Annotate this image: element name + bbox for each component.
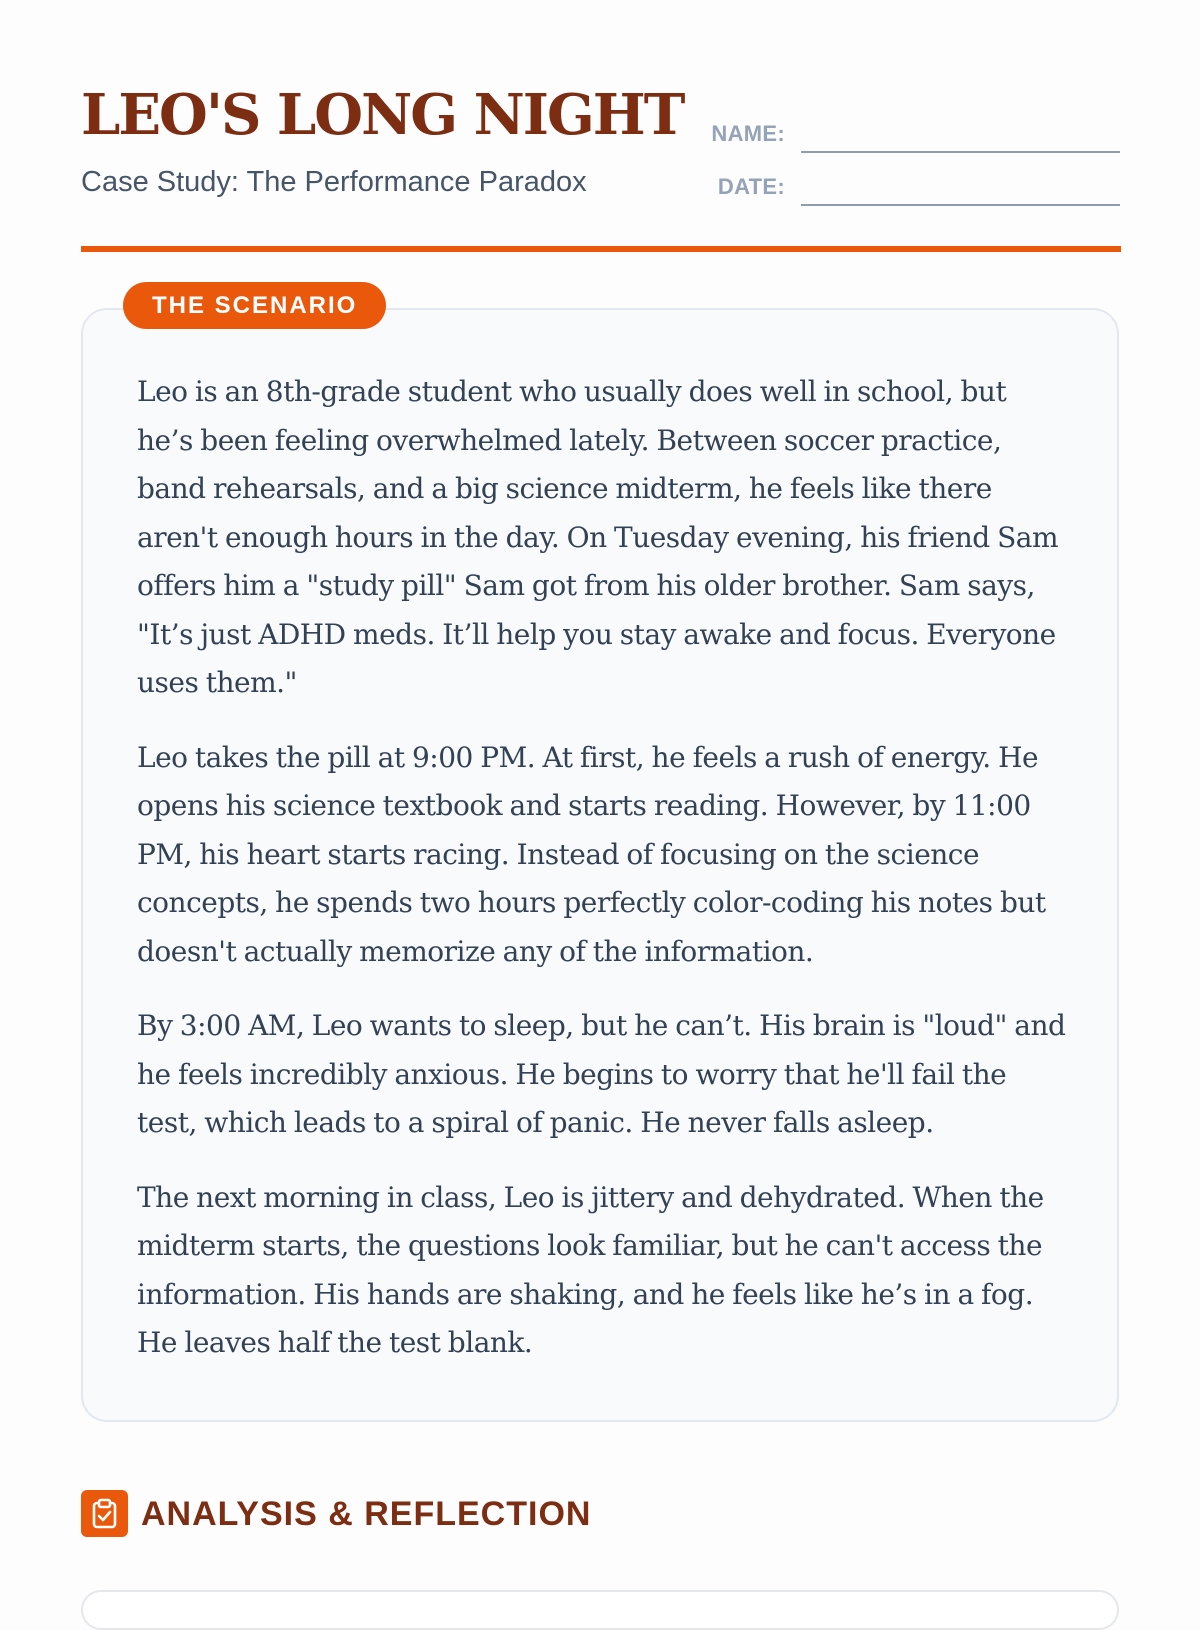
analysis-card	[81, 1590, 1119, 1630]
date-field[interactable]	[681, 165, 1120, 205]
scenario-card	[81, 308, 1119, 1422]
analysis-section-header	[81, 1490, 881, 1538]
page-subtitle: Case Study: The Performance Paradox	[81, 166, 587, 198]
worksheet-header	[81, 82, 1120, 252]
scenario-body	[137, 368, 1067, 1394]
name-label: NAME:	[711, 121, 785, 146]
scenario-paragraph: The next morning in class, Leo is jittery and dehydrated. When the midterm starts, the questions look familiar, but he can't access the information. His hands are shaking, and he feels like he’s in a fog. He leaves half the test blank.	[137, 1180, 1044, 1359]
scenario-paragraph: Leo is an 8th-grade student who usually does well in school, but he’s been feeling overwhelmed lately. Between soccer practice, band rehearsals, and a big science midterm, he feels like there aren't enough hours in the day. On Tuesday evening, his friend Sam offers him a "study pill" Sam got from his older brother. Sam says, "It’s just ADHD meds. It’ll help you stay awake and focus. Everyone uses them."	[137, 375, 1059, 699]
clipboard-icon	[81, 1490, 128, 1537]
analysis-title: ANALYSIS & REFLECTION	[141, 1495, 592, 1533]
scenario-paragraph: Leo takes the pill at 9:00 PM. At first, he feels a rush of energy. He opens his science textbook and starts reading. However, by 11:00 PM, his heart starts racing. Instead of focusing on the science concepts, he spends two hours perfectly color-coding his notes but doesn't actually memorize any of the information.	[137, 740, 1046, 968]
header-divider	[81, 246, 1121, 252]
scenario-badge: THE SCENARIO	[123, 282, 386, 329]
date-label: DATE:	[717, 174, 785, 199]
scenario-paragraph: By 3:00 AM, Leo wants to sleep, but he can’t. His brain is "loud" and he feels incredibly anxious. He begins to worry that he'll fail the test, which leads to a spiral of panic. He never falls asleep.	[137, 1009, 1066, 1139]
name-field[interactable]	[681, 112, 1120, 152]
date-input-line[interactable]	[801, 204, 1120, 206]
name-input-line[interactable]	[801, 151, 1120, 153]
page-title: LEO'S LONG NIGHT	[81, 82, 684, 148]
